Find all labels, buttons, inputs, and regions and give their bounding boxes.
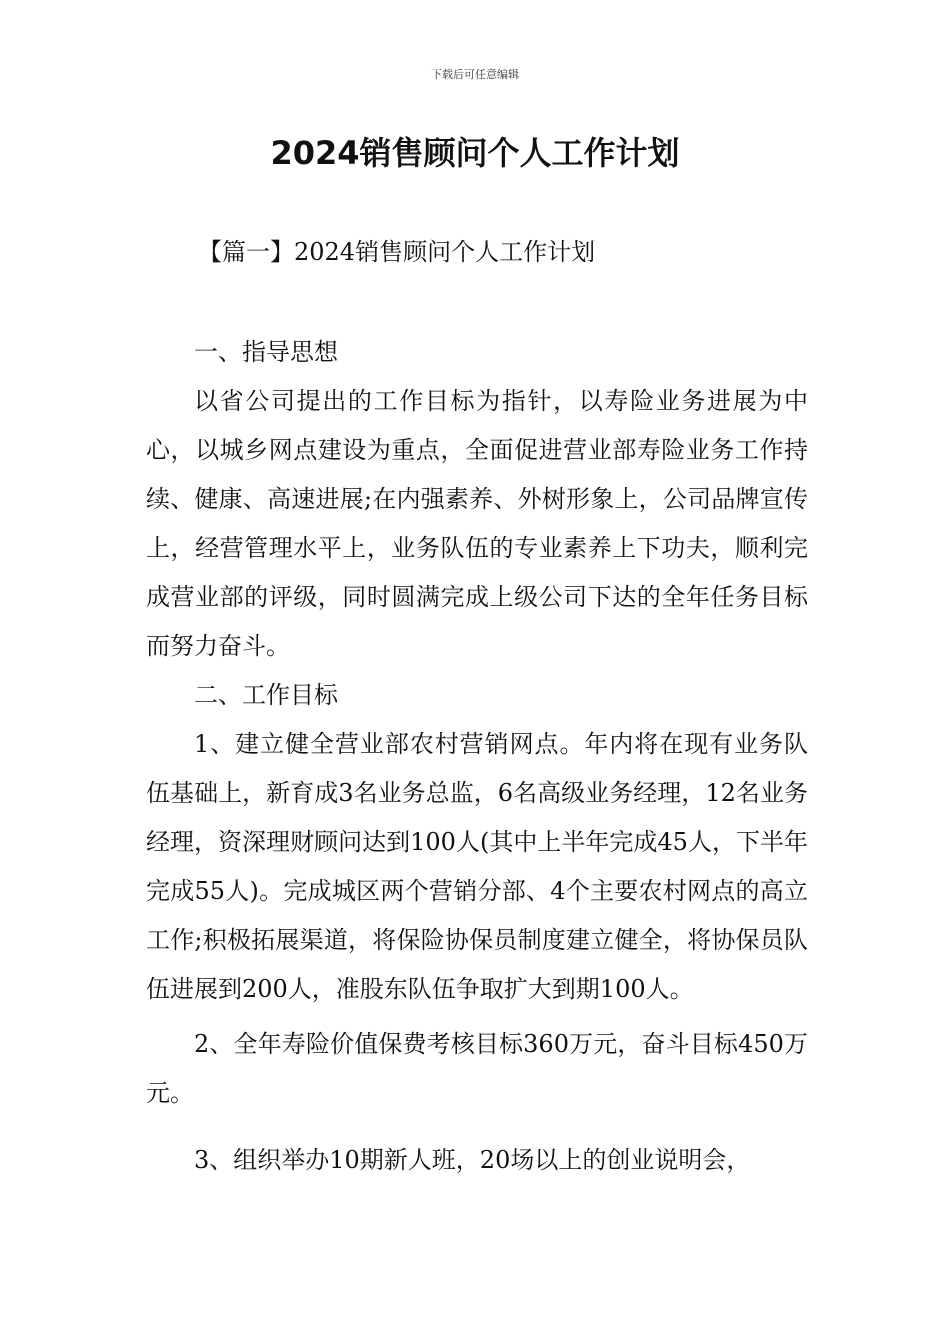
heading-guiding-thought: 一、指导思想 — [194, 338, 338, 366]
paragraph-goal-3: 3、组织举办10期新人班，20场以上的创业说明会， — [194, 1146, 751, 1174]
paragraph-goal-2: 2、全年寿险价值保费考核目标360万元，奋斗目标450万元。 — [146, 1030, 808, 1107]
paragraph-goal-1: 1、建立健全营业部农村营销网点。年内将在现有业务队伍基础上，新育成3名业务总监，6名高级业务经理，12名业务经理，资深理财顾问达到100人(其中上半年完成45人，下半年完成55人)。完成城区两个营销分部、4个主要农村网点的高立工作;积极拓展渠道，将保险协保员制度建立健全，将协保员队伍进展到200人，准股东队伍争取扩大到期100人。 — [146, 730, 808, 1003]
paragraph-guiding-thought: 以省公司提出的工作目标为指针，以寿险业务进展为中心，以城乡网点建设为重点，全面促进营业部寿险业务工作持续、健康、高速进展;在内强素养、外树形象上，公司品牌宣传上，经营管理水平上，业务队伍的专业素养上下功夫，顺利完成营业部的评级，同时圆满完成上级公司下达的全年任务目标而努力奋斗。 — [146, 387, 808, 660]
document-body — [146, 328, 808, 1185]
document-title: 2024销售顾问个人工作计划 — [270, 134, 680, 172]
heading-work-goals: 二、工作目标 — [194, 681, 338, 709]
section-heading: 【篇一】2024销售顾问个人工作计划 — [198, 238, 596, 266]
header-note: 下载后可任意编辑 — [431, 68, 519, 81]
